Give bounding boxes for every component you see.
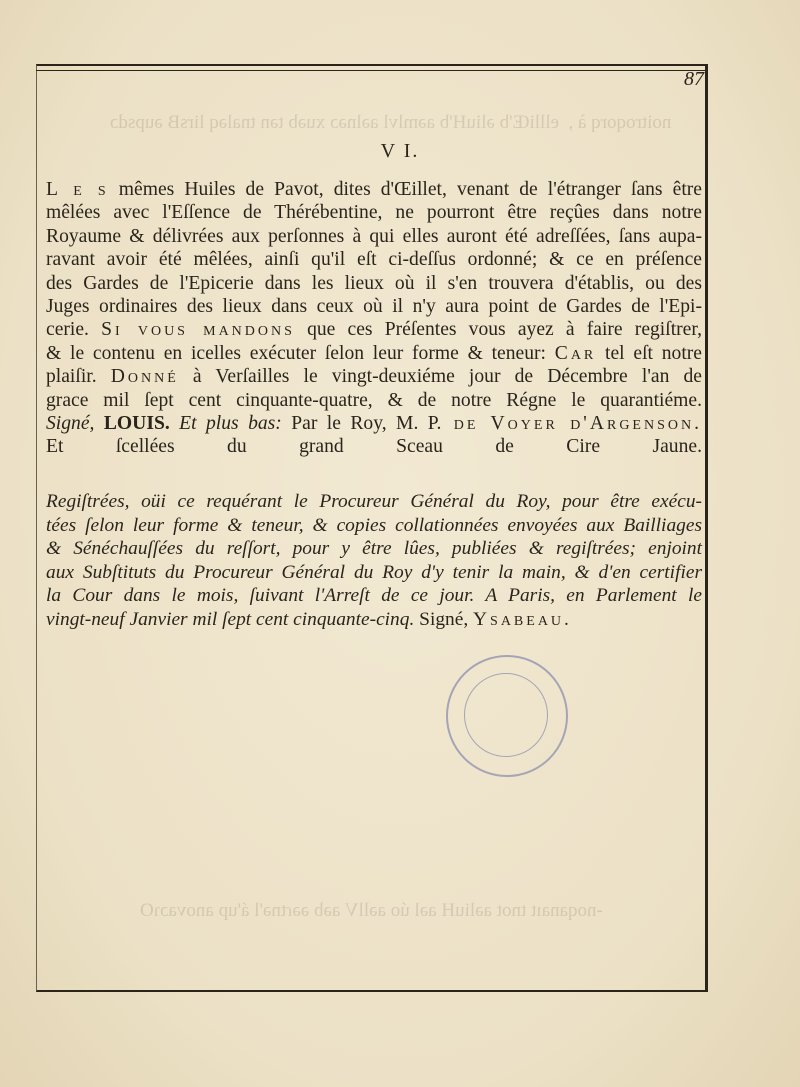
signe-final: Signé, [414, 608, 474, 630]
donne-word: Donné [110, 366, 179, 388]
car-word: Car [554, 342, 597, 364]
si-vous-mandons: Si vous mandons [101, 319, 295, 341]
paragraph-last-line: Et ſcellées du grand Sceau de Cire Jaune. [46, 436, 702, 458]
stamp-inner-ring [464, 673, 548, 757]
paragraph-line [46, 318, 702, 341]
par-le-roy: Par le Roy, M. P. [281, 413, 442, 435]
line-text: mêmes Huiles de Pavot, dites d'Œillet, venant de l'étranger ſans être [108, 179, 702, 200]
line-text: & le contenu en icelles exécuter ſelon leur forme & teneur: [46, 342, 555, 364]
registration-line: Regiſtrées, oüi ce requérant le Procureur Général du Roy, pour être exécu- [46, 491, 702, 512]
registration-line: & Sénéchauſſées du reſſort, pour y être lûes, publiées & regiſtrées; enjoint [46, 538, 702, 560]
top-rule [36, 70, 708, 71]
paragraph-line [46, 342, 702, 365]
paragraph-line: mêlées avec l'Eſſence de Thérébentine, ne pourront être reçûes dans notre [46, 202, 702, 224]
line-text: vingt-neuf Janvier mil ſept cent cinquante-cinq. [46, 608, 415, 630]
line-text: plaiſir. [46, 366, 111, 388]
registration-last-line [46, 608, 702, 632]
registration-paragraph [46, 490, 702, 632]
et-plus-bas: Et plus bas: [179, 413, 282, 435]
paragraph-line: grace mil ſept cent cinquante-quatre, & de notre Régne le quarantiéme. [46, 389, 702, 411]
de-voyer-signature: de Voyer d'Argenson. [441, 413, 703, 435]
signe-label: Signé, [46, 413, 95, 435]
registration-line: la Cour dans le mois, ſuivant l'Arreſt de ce jour. A Paris, en Parlement le [46, 585, 702, 607]
signature-line [46, 412, 702, 435]
show-through-text: -noqanaıt tnot aəliuH aəl úo aəllV aəb əəɾtnə'l á'up anovaɔɿO [140, 900, 603, 921]
page-number: 87 [684, 68, 704, 90]
paragraph-line [46, 178, 702, 201]
opening-word: L e s [46, 179, 109, 200]
stamp-marking: ​ [505, 705, 511, 714]
show-through-text: noitroqorq à , ellliŒ'b əliuH'b aəmlvl aəlnəɔ xuəb tən tnaləq lirsB əupsdɔ [110, 112, 672, 133]
paragraph-line: Juges ordinaires des lieux dans ceux où il n'y aura point de Gardes de l'Epi- [46, 296, 702, 318]
louis-signature: LOUIS. [103, 413, 170, 435]
line-text: cerie. [46, 319, 102, 341]
registration-line: aux Subſtituts du Procureur Général du Roy d'y tenir la main, & d'en certifier [46, 561, 702, 583]
paragraph-line: Royaume & délivrées aux perſonnes à qui elles auront été adreſſées, ſans aupa- [46, 225, 702, 247]
paragraph-line [46, 365, 702, 388]
main-paragraph [46, 178, 702, 459]
paragraph-line: ravant avoir été mêlées, ainſi qu'il eſt ci-deſſus ordonné; & ce en préſence [46, 249, 702, 271]
line-text: à Verſailles le vingt-deuxiéme jour de Décembre l'an de [178, 366, 702, 388]
line-text: que ces Préſentes vous ayez à faire regiſtrer, [294, 319, 702, 341]
section-heading: V I. [380, 140, 420, 162]
registration-line: tées ſelon leur forme & teneur, & copies collationnées envoyées aux Bailliages [46, 514, 702, 536]
library-stamp [446, 655, 568, 777]
paragraph-line: des Gardes de l'Epicerie dans les lieux où il s'en trouvera d'établis, ou des [46, 272, 702, 294]
ysabeau-signature: Ysabeau. [473, 608, 572, 630]
line-text: tel eſt notre [596, 342, 702, 364]
